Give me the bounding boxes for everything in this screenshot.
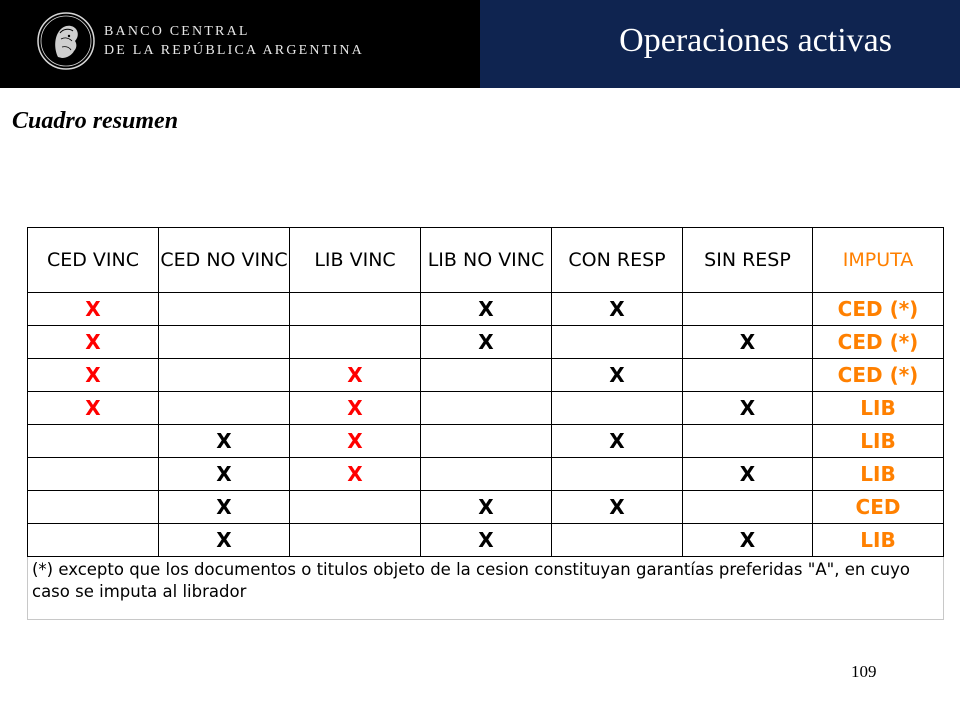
- column-header: CED NO VINC: [159, 228, 290, 293]
- mark-cell: [28, 458, 159, 491]
- mark-cell: X: [683, 392, 813, 425]
- imputa-cell: LIB: [813, 458, 944, 491]
- mark-cell: X: [290, 425, 421, 458]
- table-header-row: [28, 228, 944, 293]
- mark-cell: [159, 326, 290, 359]
- footnote: (*) excepto que los documentos o titulos objeto de la cesion constituyan garantías preferidas "A", en cuyo caso se imputa al librador: [28, 557, 944, 620]
- column-header: IMPUTA: [813, 228, 944, 293]
- mark-cell: [552, 458, 683, 491]
- imputa-cell: LIB: [813, 524, 944, 557]
- summary-table: [27, 227, 944, 620]
- mark-cell: [552, 524, 683, 557]
- imputa-cell: CED (*): [813, 326, 944, 359]
- mark-cell: X: [552, 293, 683, 326]
- mark-cell: [28, 425, 159, 458]
- column-header: SIN RESP: [683, 228, 813, 293]
- mark-cell: X: [290, 392, 421, 425]
- mark-cell: [552, 326, 683, 359]
- mark-cell: X: [28, 359, 159, 392]
- column-header: LIB NO VINC: [421, 228, 552, 293]
- mark-cell: [683, 491, 813, 524]
- mark-cell: [290, 293, 421, 326]
- column-header: LIB VINC: [290, 228, 421, 293]
- imputa-cell: LIB: [813, 392, 944, 425]
- section-subtitle: Cuadro resumen: [12, 108, 179, 134]
- imputa-cell: CED: [813, 491, 944, 524]
- imputa-cell: CED (*): [813, 293, 944, 326]
- slide-title: Operaciones activas: [619, 22, 892, 59]
- bank-name: [104, 22, 364, 60]
- mark-cell: [421, 359, 552, 392]
- bank-name-line2: DE LA REPÚBLICA ARGENTINA: [104, 43, 364, 58]
- mark-cell: [290, 491, 421, 524]
- mark-cell: X: [28, 326, 159, 359]
- mark-cell: [159, 359, 290, 392]
- table-row: [28, 293, 944, 326]
- mark-cell: [159, 392, 290, 425]
- note-row: [28, 557, 944, 620]
- mark-cell: X: [552, 491, 683, 524]
- mark-cell: [159, 293, 290, 326]
- mark-cell: [28, 524, 159, 557]
- mark-cell: X: [159, 491, 290, 524]
- mark-cell: X: [421, 491, 552, 524]
- mark-cell: X: [159, 425, 290, 458]
- page-number: 109: [851, 662, 877, 681]
- table-row: [28, 425, 944, 458]
- mark-cell: X: [28, 293, 159, 326]
- imputa-cell: LIB: [813, 425, 944, 458]
- column-header: CED VINC: [28, 228, 159, 293]
- mark-cell: [683, 359, 813, 392]
- mark-cell: X: [159, 524, 290, 557]
- mark-cell: [421, 458, 552, 491]
- imputa-cell: CED (*): [813, 359, 944, 392]
- header-brand-area: [0, 0, 480, 88]
- mark-cell: X: [683, 524, 813, 557]
- table-row: [28, 491, 944, 524]
- mark-cell: X: [683, 458, 813, 491]
- mark-cell: X: [290, 359, 421, 392]
- mark-cell: X: [421, 326, 552, 359]
- mark-cell: [421, 392, 552, 425]
- mark-cell: [421, 425, 552, 458]
- mark-cell: X: [552, 425, 683, 458]
- table-row: [28, 524, 944, 557]
- bcra-seal-icon: [36, 11, 96, 71]
- bank-name-line1: BANCO CENTRAL: [104, 24, 250, 39]
- table-body: [28, 293, 944, 557]
- mark-cell: [552, 392, 683, 425]
- mark-cell: [290, 326, 421, 359]
- mark-cell: X: [683, 326, 813, 359]
- table-row: [28, 326, 944, 359]
- mark-cell: [683, 425, 813, 458]
- mark-cell: X: [159, 458, 290, 491]
- mark-cell: X: [421, 524, 552, 557]
- mark-cell: [290, 524, 421, 557]
- column-header: CON RESP: [552, 228, 683, 293]
- table-row: [28, 359, 944, 392]
- mark-cell: [683, 293, 813, 326]
- table-row: [28, 392, 944, 425]
- mark-cell: X: [28, 392, 159, 425]
- mark-cell: X: [552, 359, 683, 392]
- table-row: [28, 458, 944, 491]
- mark-cell: X: [290, 458, 421, 491]
- mark-cell: [28, 491, 159, 524]
- header-title-area: [480, 0, 960, 88]
- mark-cell: X: [421, 293, 552, 326]
